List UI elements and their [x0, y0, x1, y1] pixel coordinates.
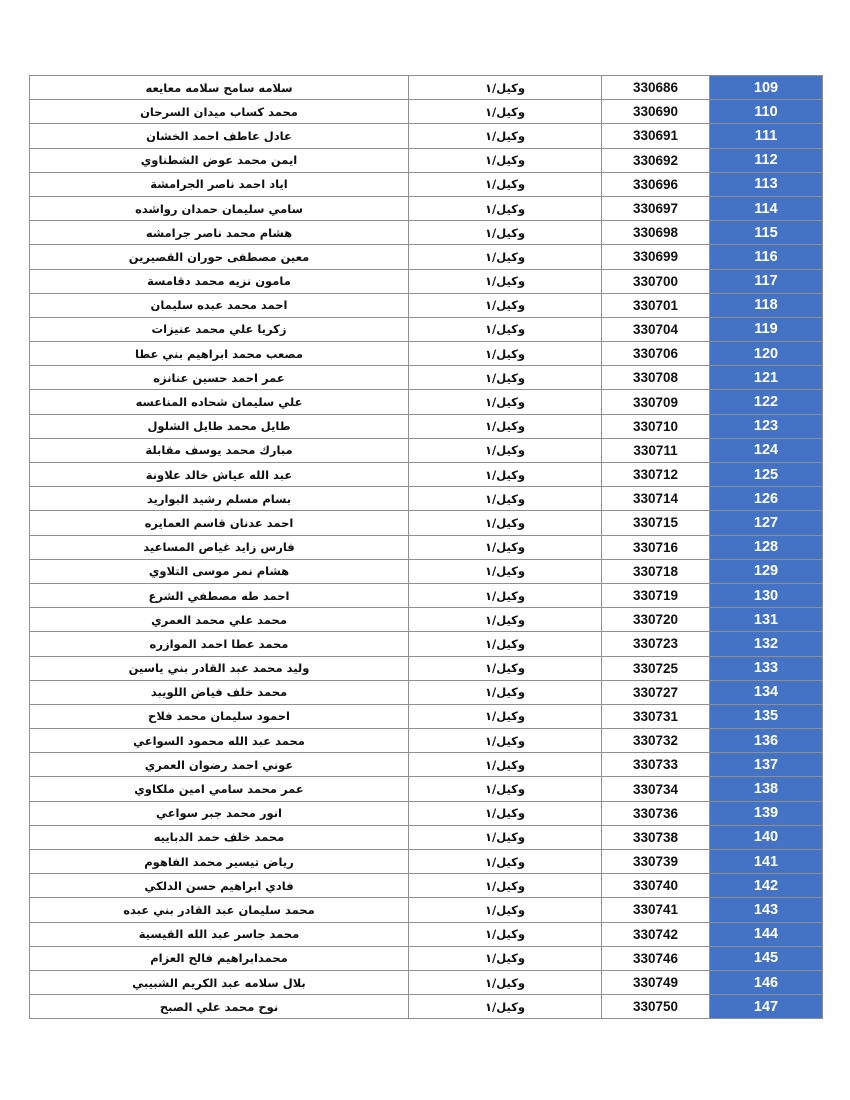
table-row	[30, 366, 823, 390]
serial-number-cell: 120	[710, 342, 823, 366]
military-number-cell: 330708	[602, 366, 710, 390]
rank-cell: وكيل/١	[409, 366, 602, 390]
military-number-cell: 330725	[602, 656, 710, 680]
military-number-cell: 330741	[602, 898, 710, 922]
table-row	[30, 317, 823, 341]
serial-number-cell: 135	[710, 704, 823, 728]
serial-number-cell: 138	[710, 777, 823, 801]
table-row	[30, 124, 823, 148]
serial-number-cell: 119	[710, 317, 823, 341]
name-cell: زكريا علي محمد عنيزات	[30, 317, 409, 341]
table-row	[30, 656, 823, 680]
table-row	[30, 511, 823, 535]
table-row	[30, 608, 823, 632]
military-number-cell: 330732	[602, 729, 710, 753]
military-number-cell: 330692	[602, 148, 710, 172]
rank-cell: وكيل/١	[409, 680, 602, 704]
rank-cell: وكيل/١	[409, 414, 602, 438]
rank-cell: وكيل/١	[409, 76, 602, 100]
military-number-cell: 330704	[602, 317, 710, 341]
serial-number-cell: 132	[710, 632, 823, 656]
rank-cell: وكيل/١	[409, 850, 602, 874]
serial-number-cell: 121	[710, 366, 823, 390]
name-cell: عمر محمد سامي امين ملكاوي	[30, 777, 409, 801]
serial-number-cell: 136	[710, 729, 823, 753]
table-row	[30, 342, 823, 366]
serial-number-cell: 118	[710, 293, 823, 317]
military-number-cell: 330709	[602, 390, 710, 414]
military-number-cell: 330734	[602, 777, 710, 801]
name-cell: بلال سلامه عبد الكريم الشبيبي	[30, 970, 409, 994]
name-cell: محمد عطا احمد الموازره	[30, 632, 409, 656]
rank-cell: وكيل/١	[409, 124, 602, 148]
table-row	[30, 148, 823, 172]
rank-cell: وكيل/١	[409, 729, 602, 753]
rank-cell: وكيل/١	[409, 753, 602, 777]
table-row	[30, 245, 823, 269]
serial-number-cell: 142	[710, 874, 823, 898]
rank-cell: وكيل/١	[409, 922, 602, 946]
military-number-cell: 330719	[602, 583, 710, 607]
name-cell: هشام نمر موسى التلاوي	[30, 559, 409, 583]
name-cell: انور محمد جبر سواعي	[30, 801, 409, 825]
military-number-cell: 330715	[602, 511, 710, 535]
serial-number-cell: 129	[710, 559, 823, 583]
military-number-cell: 330706	[602, 342, 710, 366]
serial-number-cell: 110	[710, 100, 823, 124]
serial-number-cell: 111	[710, 124, 823, 148]
table-row	[30, 922, 823, 946]
table-row	[30, 753, 823, 777]
name-cell: اياد احمد ناصر الجرامشة	[30, 172, 409, 196]
name-cell: هشام محمد ناصر جرامشه	[30, 221, 409, 245]
rank-cell: وكيل/١	[409, 438, 602, 462]
name-cell: عادل عاطف احمد الخشان	[30, 124, 409, 148]
table-body	[30, 76, 823, 1019]
table-row	[30, 583, 823, 607]
military-number-cell: 330691	[602, 124, 710, 148]
table-row	[30, 704, 823, 728]
rank-cell: وكيل/١	[409, 172, 602, 196]
serial-number-cell: 115	[710, 221, 823, 245]
military-number-cell: 330733	[602, 753, 710, 777]
table-row	[30, 777, 823, 801]
rank-cell: وكيل/١	[409, 583, 602, 607]
military-number-cell: 330697	[602, 196, 710, 220]
serial-number-cell: 146	[710, 970, 823, 994]
personnel-table	[29, 75, 823, 1019]
name-cell: مصعب محمد ابراهيم بني عطا	[30, 342, 409, 366]
table-row	[30, 76, 823, 100]
serial-number-cell: 145	[710, 946, 823, 970]
rank-cell: وكيل/١	[409, 632, 602, 656]
rank-cell: وكيل/١	[409, 535, 602, 559]
name-cell: احمد عدنان قاسم العمايره	[30, 511, 409, 535]
table-row	[30, 946, 823, 970]
table-row	[30, 632, 823, 656]
military-number-cell: 330720	[602, 608, 710, 632]
name-cell: مبارك محمد يوسف مقابلة	[30, 438, 409, 462]
rank-cell: وكيل/١	[409, 898, 602, 922]
table-row	[30, 535, 823, 559]
name-cell: محمد خلف حمد الدباييه	[30, 825, 409, 849]
name-cell: محمد علي محمد العمري	[30, 608, 409, 632]
military-number-cell: 330740	[602, 874, 710, 898]
rank-cell: وكيل/١	[409, 704, 602, 728]
serial-number-cell: 137	[710, 753, 823, 777]
name-cell: علي سليمان شحاده المناعسه	[30, 390, 409, 414]
table-row	[30, 874, 823, 898]
serial-number-cell: 126	[710, 487, 823, 511]
serial-number-cell: 128	[710, 535, 823, 559]
table-row	[30, 850, 823, 874]
military-number-cell: 330698	[602, 221, 710, 245]
military-number-cell: 330699	[602, 245, 710, 269]
serial-number-cell: 109	[710, 76, 823, 100]
table-row	[30, 680, 823, 704]
table-row	[30, 390, 823, 414]
name-cell: وليد محمد عبد القادر بني ياسين	[30, 656, 409, 680]
table-row	[30, 801, 823, 825]
name-cell: رياض تيسير محمد الفاهوم	[30, 850, 409, 874]
serial-number-cell: 112	[710, 148, 823, 172]
rank-cell: وكيل/١	[409, 608, 602, 632]
rank-cell: وكيل/١	[409, 777, 602, 801]
rank-cell: وكيل/١	[409, 245, 602, 269]
name-cell: عوني احمد رضوان العمري	[30, 753, 409, 777]
rank-cell: وكيل/١	[409, 801, 602, 825]
name-cell: محمد سليمان عبد القادر بني عبده	[30, 898, 409, 922]
table-row	[30, 463, 823, 487]
military-number-cell: 330712	[602, 463, 710, 487]
table-row	[30, 729, 823, 753]
military-number-cell: 330700	[602, 269, 710, 293]
rank-cell: وكيل/١	[409, 148, 602, 172]
serial-number-cell: 140	[710, 825, 823, 849]
rank-cell: وكيل/١	[409, 825, 602, 849]
rank-cell: وكيل/١	[409, 946, 602, 970]
rank-cell: وكيل/١	[409, 656, 602, 680]
military-number-cell: 330690	[602, 100, 710, 124]
name-cell: طايل محمد طايل الشلول	[30, 414, 409, 438]
table-row	[30, 196, 823, 220]
serial-number-cell: 131	[710, 608, 823, 632]
rank-cell: وكيل/١	[409, 221, 602, 245]
table-row	[30, 269, 823, 293]
military-number-cell: 330742	[602, 922, 710, 946]
military-number-cell: 330731	[602, 704, 710, 728]
name-cell: ايمن محمد عوض الشطناوي	[30, 148, 409, 172]
military-number-cell: 330738	[602, 825, 710, 849]
name-cell: عمر احمد حسين عنانزه	[30, 366, 409, 390]
table-row	[30, 414, 823, 438]
serial-number-cell: 130	[710, 583, 823, 607]
serial-number-cell: 123	[710, 414, 823, 438]
rank-cell: وكيل/١	[409, 487, 602, 511]
rank-cell: وكيل/١	[409, 293, 602, 317]
rank-cell: وكيل/١	[409, 463, 602, 487]
serial-number-cell: 144	[710, 922, 823, 946]
military-number-cell: 330749	[602, 970, 710, 994]
rank-cell: وكيل/١	[409, 100, 602, 124]
serial-number-cell: 122	[710, 390, 823, 414]
military-number-cell: 330696	[602, 172, 710, 196]
name-cell: محمد جاسر عبد الله القيسية	[30, 922, 409, 946]
rank-cell: وكيل/١	[409, 970, 602, 994]
serial-number-cell: 127	[710, 511, 823, 535]
serial-number-cell: 124	[710, 438, 823, 462]
name-cell: مامون نزيه محمد دقامسة	[30, 269, 409, 293]
name-cell: فارس زايد غياص المساعيد	[30, 535, 409, 559]
serial-number-cell: 116	[710, 245, 823, 269]
name-cell: سلامه سامح سلامه معايعه	[30, 76, 409, 100]
name-cell: فادي ابراهيم حسن الدلكي	[30, 874, 409, 898]
name-cell: بسام مسلم رشيد البواريد	[30, 487, 409, 511]
name-cell: احمد محمد عبده سليمان	[30, 293, 409, 317]
military-number-cell: 330718	[602, 559, 710, 583]
military-number-cell: 330710	[602, 414, 710, 438]
table-row	[30, 970, 823, 994]
military-number-cell: 330716	[602, 535, 710, 559]
serial-number-cell: 125	[710, 463, 823, 487]
name-cell: محمد كساب ميدان السرحان	[30, 100, 409, 124]
military-number-cell: 330701	[602, 293, 710, 317]
table-row	[30, 995, 823, 1019]
name-cell: محمدابراهيم فالح العزام	[30, 946, 409, 970]
name-cell: عبد الله عياش خالد علاونة	[30, 463, 409, 487]
rank-cell: وكيل/١	[409, 559, 602, 583]
serial-number-cell: 147	[710, 995, 823, 1019]
rank-cell: وكيل/١	[409, 342, 602, 366]
table-row	[30, 293, 823, 317]
serial-number-cell: 114	[710, 196, 823, 220]
military-number-cell: 330736	[602, 801, 710, 825]
rank-cell: وكيل/١	[409, 269, 602, 293]
military-number-cell: 330746	[602, 946, 710, 970]
serial-number-cell: 139	[710, 801, 823, 825]
table-row	[30, 559, 823, 583]
rank-cell: وكيل/١	[409, 874, 602, 898]
serial-number-cell: 113	[710, 172, 823, 196]
table-row	[30, 487, 823, 511]
name-cell: احمود سليمان محمد فلاح	[30, 704, 409, 728]
serial-number-cell: 141	[710, 850, 823, 874]
military-number-cell: 330723	[602, 632, 710, 656]
rank-cell: وكيل/١	[409, 390, 602, 414]
serial-number-cell: 143	[710, 898, 823, 922]
military-number-cell: 330727	[602, 680, 710, 704]
table-row	[30, 221, 823, 245]
military-number-cell: 330739	[602, 850, 710, 874]
serial-number-cell: 134	[710, 680, 823, 704]
name-cell: معين مصطفى حوران القصيرين	[30, 245, 409, 269]
name-cell: سامي سليمان حمدان رواشده	[30, 196, 409, 220]
military-number-cell: 330711	[602, 438, 710, 462]
table-row	[30, 825, 823, 849]
serial-number-cell: 117	[710, 269, 823, 293]
name-cell: محمد عبد الله محمود السواعي	[30, 729, 409, 753]
military-number-cell: 330714	[602, 487, 710, 511]
rank-cell: وكيل/١	[409, 196, 602, 220]
rank-cell: وكيل/١	[409, 511, 602, 535]
military-number-cell: 330750	[602, 995, 710, 1019]
military-number-cell: 330686	[602, 76, 710, 100]
name-cell: احمد طه مصطفي الشرع	[30, 583, 409, 607]
rank-cell: وكيل/١	[409, 995, 602, 1019]
serial-number-cell: 133	[710, 656, 823, 680]
name-cell: نوح محمد علي الصبح	[30, 995, 409, 1019]
table-row	[30, 172, 823, 196]
table-row	[30, 898, 823, 922]
rank-cell: وكيل/١	[409, 317, 602, 341]
name-cell: محمد خلف فياض اللويبد	[30, 680, 409, 704]
table-row	[30, 100, 823, 124]
table-row	[30, 438, 823, 462]
